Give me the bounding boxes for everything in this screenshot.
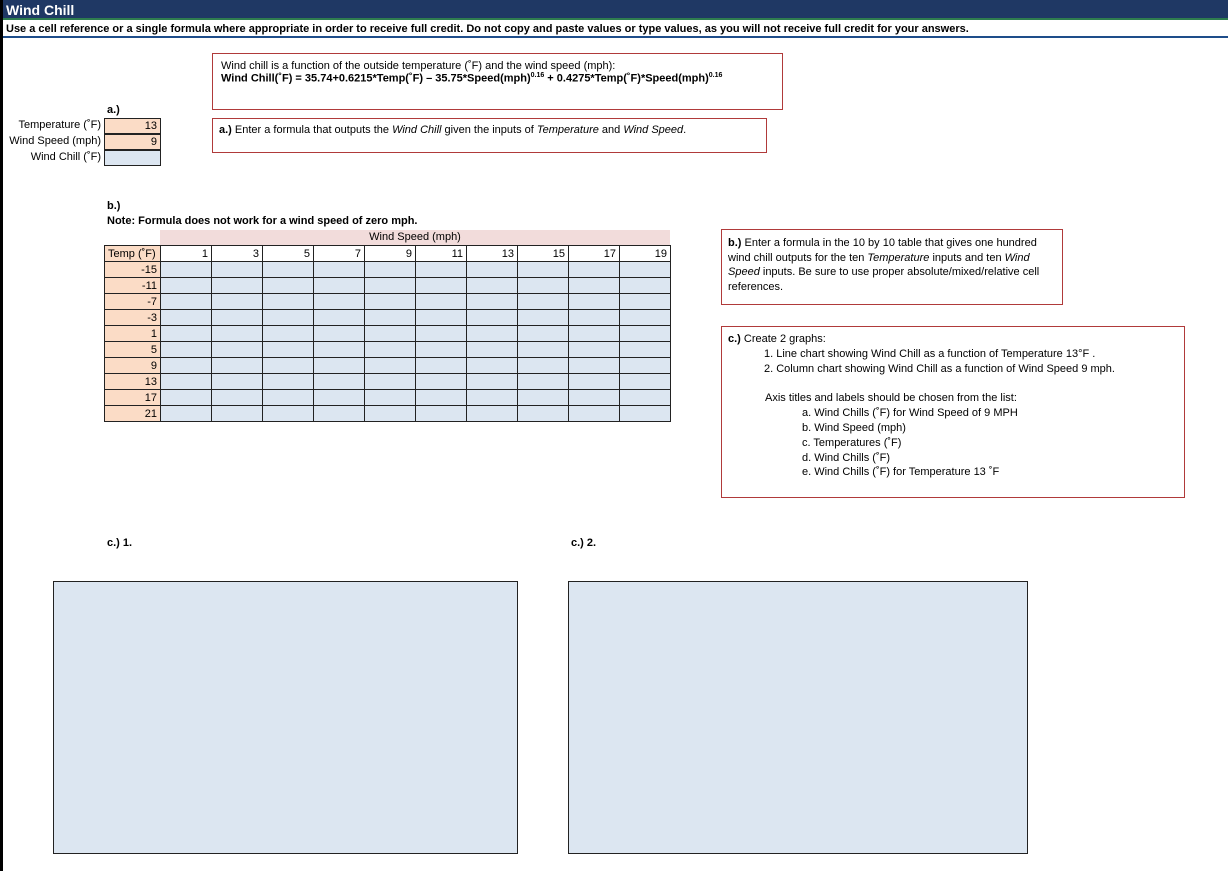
wind-chill-output-cell[interactable] [518,278,569,294]
wind-chill-output-cell[interactable] [263,310,314,326]
wind-chill-output-cell[interactable] [263,390,314,406]
speed-header-cell[interactable]: 19 [620,246,671,262]
title-divider [3,36,1228,38]
wind-chill-output-cell[interactable] [161,310,212,326]
wind-chill-output-cell[interactable] [416,358,467,374]
wind-chill-output-cell[interactable] [620,294,671,310]
wind-chill-output-cell[interactable] [365,278,416,294]
wind-chill-output-cell[interactable] [569,278,620,294]
wind-chill-output-cell[interactable] [263,262,314,278]
temp-row-header-cell[interactable]: -3 [105,310,161,326]
wind-chill-output-cell[interactable] [314,278,365,294]
temp-row-header-cell[interactable]: 9 [105,358,161,374]
wind-chill-output-cell[interactable] [569,294,620,310]
wind-chill-output-cell[interactable] [518,342,569,358]
wind-chill-output-cell[interactable] [467,310,518,326]
wind-chill-output-cell[interactable] [212,358,263,374]
wind-chill-output-cell[interactable] [467,326,518,342]
part-b-label: b.) [107,200,121,212]
wind-chill-output-cell[interactable] [467,374,518,390]
wind-chill-output-cell[interactable] [314,406,365,422]
wind-chill-output-cell[interactable] [212,262,263,278]
wind-chill-output-cell[interactable] [416,374,467,390]
wind-chill-output-cell[interactable] [518,406,569,422]
part-a-instructions: a.) Enter a formula that outputs the Wind Chill given the inputs of Temperature and Wind Speed. [212,118,767,153]
wind-chill-output-cell[interactable] [365,406,416,422]
wind-chill-output-cell[interactable] [365,358,416,374]
speed-header-cell[interactable]: 1 [161,246,212,262]
wind-chill-output-cell[interactable] [569,310,620,326]
wind-chill-output-cell[interactable] [620,262,671,278]
wind-chill-output-cell[interactable] [620,374,671,390]
wind-chill-output-cell[interactable] [416,310,467,326]
axis-option-b: b. Wind Speed (mph) [802,421,906,434]
speed-header-cell[interactable]: 15 [518,246,569,262]
wind-chill-output-cell[interactable] [161,374,212,390]
speed-header-cell[interactable]: 7 [314,246,365,262]
wind-chill-output-cell[interactable] [416,406,467,422]
wind-chill-output-cell[interactable] [365,294,416,310]
wind-chill-output-cell[interactable] [212,406,263,422]
wind-chill-output-cell[interactable] [518,390,569,406]
wind-chill-output-cell[interactable] [620,326,671,342]
wind-chill-output-cell[interactable] [161,294,212,310]
part-b-note: Note: Formula does not work for a wind speed of zero mph. [107,215,418,227]
temp-row-header-cell[interactable]: 1 [105,326,161,342]
axis-option-d: d. Wind Chills (˚F) [802,451,891,464]
wind-chill-output-cell[interactable] [620,358,671,374]
wind-chill-output-cell[interactable] [620,342,671,358]
part-c-instructions [721,326,1185,498]
axis-option-c: c. Temperatures (˚F) [802,436,902,449]
wind-chill-output-cell[interactable] [569,358,620,374]
wind-chill-output-cell[interactable] [212,390,263,406]
formula-box [212,53,783,110]
wind-chill-output-cell[interactable] [518,262,569,278]
wind-chill-output-cell[interactable] [161,358,212,374]
wind-chill-output-cell[interactable] [212,342,263,358]
wind-chill-output-cell[interactable] [263,406,314,422]
wind-chill-output-cell[interactable] [263,358,314,374]
speed-header-cell[interactable]: 17 [569,246,620,262]
wind-chill-table [104,245,671,422]
wind-chill-output-cell[interactable] [518,358,569,374]
wind-chill-output-cell[interactable] [467,262,518,278]
wind-chill-output-cell[interactable] [467,342,518,358]
wind-chill-output-cell[interactable] [365,262,416,278]
wind-chill-output-cell[interactable] [467,358,518,374]
wind-chill-output-cell[interactable] [569,406,620,422]
wind-chill-output-cell[interactable] [518,294,569,310]
temperature-label: Temperature (˚F) [18,119,101,131]
temp-row-header-cell[interactable]: -7 [105,294,161,310]
wind-chill-output-cell[interactable] [620,310,671,326]
wind-chill-output-cell[interactable] [314,390,365,406]
wind-chill-output-cell[interactable] [365,326,416,342]
wind-chill-output-cell[interactable] [314,310,365,326]
speed-header-cell[interactable]: 11 [416,246,467,262]
wind-chill-output-cell[interactable] [569,342,620,358]
wind-chill-output-cell[interactable] [263,294,314,310]
temp-row-header-cell[interactable]: -11 [105,278,161,294]
wind-chill-output-cell[interactable] [212,326,263,342]
wind-chill-output-cell[interactable] [104,150,161,166]
chart2-label: c.) 2. [571,537,597,549]
speed-header-cell[interactable]: 5 [263,246,314,262]
chart1-label: c.) 1. [107,537,133,549]
wind-chill-output-cell[interactable] [569,262,620,278]
formula-intro: Wind chill is a function of the outside temperature (˚F) and the wind speed (mph): [221,60,616,72]
wind-chill-output-cell[interactable] [314,294,365,310]
wind-chill-output-cell[interactable] [161,278,212,294]
wind-chill-output-cell[interactable] [212,294,263,310]
graph-item-1: 1. Line chart showing Wind Chill as a function of Temperature 13°F . [764,347,1096,360]
wind-chill-output-cell[interactable] [314,262,365,278]
temp-row-header-cell[interactable]: 21 [105,406,161,422]
wind-chill-output-cell[interactable] [314,326,365,342]
wind-chill-output-cell[interactable] [620,406,671,422]
wind-chill-output-cell[interactable] [365,374,416,390]
wind-chill-output-cell[interactable] [569,374,620,390]
wind-chill-output-cell[interactable] [365,310,416,326]
speed-header-cell[interactable]: 9 [365,246,416,262]
wind-chill-output-cell[interactable] [467,390,518,406]
wind-chill-output-cell[interactable] [416,262,467,278]
wind-chill-output-cell[interactable] [467,294,518,310]
wind-chill-output-cell[interactable] [467,406,518,422]
wind-chill-output-cell[interactable] [416,278,467,294]
wind-chill-output-cell[interactable] [416,342,467,358]
chart1-placeholder[interactable] [53,581,518,854]
formula-text: Wind Chill(˚F) = 35.74+0.6215*Temp(˚F) – 35.75*Speed(mph)$^{0.16}$ + 0.4275*Temp(˚F)*Speed(mph)$^{0.16}$ [221,72,723,85]
wind-speed-header: Wind Speed (mph) [160,230,670,245]
temp-row-header-cell[interactable]: -15 [105,262,161,278]
temperature-input-cell[interactable]: 13 [104,118,161,134]
sheet-title: Wind Chill [3,0,1228,20]
wind-chill-output-cell[interactable] [263,326,314,342]
speed-header-cell[interactable]: 3 [212,246,263,262]
wind-chill-output-cell[interactable] [212,278,263,294]
chart2-placeholder[interactable] [568,581,1028,854]
wind-chill-output-cell[interactable] [467,278,518,294]
axis-option-a: a. Wind Chills (˚F) for Wind Speed of 9 MPH [802,407,1018,420]
wind-chill-output-cell[interactable] [416,326,467,342]
wind-speed-input-cell[interactable]: 9 [104,134,161,150]
wind-chill-output-cell[interactable] [314,374,365,390]
axis-option-e: e. Wind Chills (˚F) for Temperature 13 ˚F [802,466,1000,479]
wind-chill-output-cell[interactable] [365,390,416,406]
graph-item-2: 2. Column chart showing Wind Chill as a function of Wind Speed 9 mph. [764,362,1115,375]
wind-chill-label: Wind Chill (˚F) [30,151,101,163]
temp-row-header-cell[interactable]: 5 [105,342,161,358]
wind-chill-output-cell[interactable] [620,278,671,294]
part-a-label: a.) [107,104,120,116]
part-b-instructions: b.) Enter a formula in the 10 by 10 table that gives one hundred wind chill outputs for the ten Temperature inputs and ten Wind Speed inputs. Be sure to use proper absolute/mixed/relative cell references. [721,229,1063,305]
wind-chill-output-cell[interactable] [161,262,212,278]
wind-chill-output-cell[interactable] [416,390,467,406]
wind-chill-output-cell[interactable] [314,342,365,358]
wind-chill-output-cell[interactable] [161,342,212,358]
wind-chill-output-cell[interactable] [518,374,569,390]
wind-chill-output-cell[interactable] [518,326,569,342]
wind-chill-output-cell[interactable] [365,342,416,358]
wind-chill-output-cell[interactable] [161,390,212,406]
wind-speed-label: Wind Speed (mph) [9,135,101,147]
temp-row-header-cell[interactable]: 13 [105,374,161,390]
speed-header-cell[interactable]: 13 [467,246,518,262]
wind-chill-output-cell[interactable] [212,374,263,390]
wind-chill-output-cell[interactable] [518,310,569,326]
wind-chill-output-cell[interactable] [314,358,365,374]
wind-chill-output-cell[interactable] [263,342,314,358]
instruction-text: Use a cell reference or a single formula where appropriate in order to receive full credit. Do not copy and paste values or type values, as you will not receive full credit for your answers. [6,23,969,35]
wind-chill-output-cell[interactable] [161,326,212,342]
part-c-title: c.) Create 2 graphs: [728,333,826,345]
wind-chill-output-cell[interactable] [569,326,620,342]
wind-chill-output-cell[interactable] [161,406,212,422]
axis-intro: Axis titles and labels should be chosen from the list: [765,392,1017,405]
temp-header-cell: Temp (˚F) [105,246,161,262]
wind-chill-output-cell[interactable] [620,390,671,406]
wind-chill-output-cell[interactable] [263,278,314,294]
wind-chill-output-cell[interactable] [569,390,620,406]
wind-chill-output-cell[interactable] [416,294,467,310]
wind-chill-output-cell[interactable] [212,310,263,326]
temp-row-header-cell[interactable]: 17 [105,390,161,406]
wind-chill-output-cell[interactable] [263,374,314,390]
